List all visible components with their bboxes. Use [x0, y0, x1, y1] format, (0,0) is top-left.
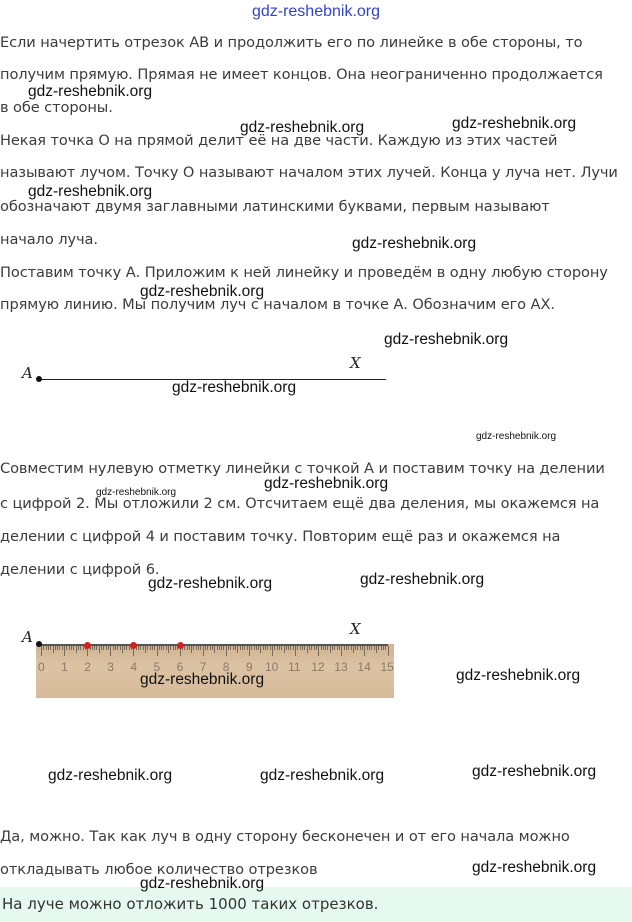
ruler-tick: [66, 646, 67, 650]
ruler-tick: [244, 646, 245, 650]
ruler-tick: [274, 646, 275, 650]
ruler-tick: [260, 646, 261, 653]
ruler-tick: [41, 646, 42, 656]
ruler-tick: [53, 646, 54, 653]
ruler-tick: [71, 646, 72, 650]
watermark: gdz-reshebnik.org: [360, 571, 485, 588]
ruler-tick-label: 5: [153, 660, 161, 674]
ruler-tick: [110, 646, 111, 656]
ruler-tick-label: 2: [84, 660, 91, 674]
ruler-tick: [321, 646, 322, 650]
ruler-tick: [258, 646, 259, 650]
ruler-tick: [272, 646, 273, 656]
ruler-tick: [96, 646, 97, 650]
ruler-tick: [385, 646, 386, 650]
ruler-tick-label: 0: [38, 660, 45, 674]
ruler-tick: [115, 646, 116, 650]
paragraph-line: Если начертить отрезок АВ и продолжить его по линейке в обе стороны, то: [0, 34, 583, 51]
ruler-tick: [170, 646, 171, 650]
ruler-tick: [265, 646, 266, 650]
ruler-tick: [120, 646, 121, 650]
paragraph-line: делении с цифрой 6.: [0, 561, 160, 578]
ruler-tick: [46, 646, 47, 650]
ruler-tick: [140, 646, 141, 650]
ruler-tick: [240, 646, 241, 650]
ruler-tick: [187, 646, 188, 650]
ruler-tick-label: 9: [245, 660, 253, 674]
ruler-tick: [101, 646, 102, 650]
ruler-tick: [284, 646, 285, 653]
ruler-tick: [161, 646, 162, 650]
watermark: gdz-reshebnik.org: [148, 575, 273, 592]
ruler-tick: [378, 646, 379, 650]
ruler-tick: [62, 646, 63, 650]
watermark: gdz-reshebnik.org: [172, 379, 297, 396]
ruler-tick: [383, 646, 384, 650]
ruler-tick: [323, 646, 324, 650]
ruler-tick: [316, 646, 317, 650]
watermark: gdz-reshebnik.org: [476, 431, 557, 442]
ruler-tick: [314, 646, 315, 650]
ruler-tick: [270, 646, 271, 650]
ruler-tick: [337, 646, 338, 650]
ruler-tick: [281, 646, 282, 650]
answer-text: На луче можно отложить 1000 таких отрезков.: [2, 895, 379, 913]
ruler-tick: [277, 646, 278, 650]
paragraph-line: с цифрой 2. Мы отложили 2 см. Отсчитаем ещё два деления, мы окажемся на: [0, 495, 600, 512]
ruler-tick: [242, 646, 243, 650]
ruler-tick-label: 7: [199, 660, 207, 674]
ruler-tick: [73, 646, 74, 650]
ruler-tick: [226, 646, 227, 656]
ruler-tick: [106, 646, 107, 650]
ruler-tick: [175, 646, 176, 650]
paragraph-line: начало луча.: [0, 231, 98, 248]
watermark: gdz-reshebnik.org: [140, 875, 265, 892]
ruler-tick: [348, 646, 349, 650]
paragraph-line: Совместим нулевую отметку линейки с точкой А и поставим точку на делении: [0, 460, 605, 477]
watermark: gdz-reshebnik.org: [96, 487, 177, 498]
ruler-tick: [367, 646, 368, 650]
ruler-tick: [371, 646, 372, 650]
ruler-tick: [295, 646, 296, 656]
ruler-tick: [203, 646, 204, 656]
watermark: gdz-reshebnik.org: [456, 667, 581, 684]
ruler-tick: [217, 646, 218, 650]
ruler-tick: [304, 646, 305, 650]
point-x-label: X: [350, 620, 361, 638]
ruler-tick: [288, 646, 289, 650]
ruler-tick: [117, 646, 118, 650]
ruler-tick: [256, 646, 257, 650]
ruler-tick: [330, 646, 331, 653]
ruler-tick: [189, 646, 190, 650]
ruler-tick: [210, 646, 211, 650]
paragraph-line: Некая точка О на прямой делит её на две части. Каждую из этих частей: [0, 132, 558, 149]
ruler-tick: [50, 646, 51, 650]
ruler-tick-label: 12: [311, 660, 325, 674]
ruler-tick: [297, 646, 298, 650]
ruler-tick: [251, 646, 252, 650]
ruler-tick-label: 8: [222, 660, 230, 674]
ruler-tick: [69, 646, 70, 650]
ruler-tick: [173, 646, 174, 650]
ruler-tick: [374, 646, 375, 650]
ruler-tick: [247, 646, 248, 650]
ruler-tick: [263, 646, 264, 650]
ruler-tick: [124, 646, 125, 650]
ruler-tick: [237, 646, 238, 653]
ruler-tick: [113, 646, 114, 650]
ruler-tick: [309, 646, 310, 650]
ruler-tick: [214, 646, 215, 653]
watermark: gdz-reshebnik.org: [28, 83, 153, 100]
ruler-tick: [147, 646, 148, 650]
ruler-tick: [207, 646, 208, 650]
ruler-tick: [78, 646, 79, 650]
paragraph-line: откладывать любое количество отрезков: [0, 861, 318, 878]
ruler-tick: [150, 646, 151, 650]
ruler-tick-label: 6: [176, 660, 184, 674]
ruler-tick: [143, 646, 144, 650]
ruler-tick: [235, 646, 236, 650]
ruler-tick: [168, 646, 169, 653]
ruler-tick: [230, 646, 231, 650]
ruler-tick: [200, 646, 201, 650]
ruler-tick: [145, 646, 146, 653]
ruler-tick: [376, 646, 377, 653]
watermark: gdz-reshebnik.org: [140, 283, 265, 300]
ruler-tick: [94, 646, 95, 650]
ruler-tick: [152, 646, 153, 650]
ruler-tick-label: 14: [357, 660, 371, 674]
ruler-tick: [191, 646, 192, 653]
paragraph-line: Да, можно. Так как луч в одну сторону бесконечен и от его начала можно: [0, 828, 570, 845]
ruler-tick: [57, 646, 58, 650]
ruler-tick: [138, 646, 139, 650]
ruler-tick: [205, 646, 206, 650]
ruler-tick: [267, 646, 268, 650]
watermark: gdz-reshebnik.org: [240, 119, 365, 136]
ruler-tick: [381, 646, 382, 650]
ruler-tick: [369, 646, 370, 650]
ruler-tick: [228, 646, 229, 650]
ruler-tick: [318, 646, 319, 656]
paragraph-line: в обе стороны.: [0, 99, 113, 116]
ruler-tick: [76, 646, 77, 653]
ruler-tick: [353, 646, 354, 653]
ruler-tick: [157, 646, 158, 656]
ruler-tick: [233, 646, 234, 650]
ruler-tick: [325, 646, 326, 650]
point-a-label: A: [22, 628, 33, 646]
watermark: gdz-reshebnik.org: [140, 671, 265, 688]
point-a-label: A: [22, 364, 33, 382]
ruler-tick-label: 4: [130, 660, 138, 674]
paragraph-line: Поставим точку А. Приложим к ней линейку и проведём в одну любую сторону: [0, 264, 608, 281]
ruler-tick: [388, 646, 389, 656]
ruler-tick: [307, 646, 308, 653]
ruler-tick-label: 10: [265, 660, 279, 674]
ruler-tick: [254, 646, 255, 650]
ruler-tick: [166, 646, 167, 650]
ruler-tick: [334, 646, 335, 650]
ruler-tick: [346, 646, 347, 650]
site-header-link[interactable]: gdz-reshebnik.org: [251, 3, 381, 20]
ruler-tick: [108, 646, 109, 650]
ruler-tick: [221, 646, 222, 650]
ray-start-point: [36, 376, 42, 382]
ruler-tick: [311, 646, 312, 650]
ruler-tick: [48, 646, 49, 650]
ruler-tick: [126, 646, 127, 650]
ruler-tick: [360, 646, 361, 650]
ruler-tick: [122, 646, 123, 653]
ruler-tick: [198, 646, 199, 650]
ruler-tick: [362, 646, 363, 650]
ruler-tick: [300, 646, 301, 650]
ruler-tick: [364, 646, 365, 656]
ruler-tick: [332, 646, 333, 650]
ruler-tick: [43, 646, 44, 650]
ruler-tick-label: 1: [61, 660, 68, 674]
ruler-tick: [339, 646, 340, 650]
ruler-tick: [59, 646, 60, 650]
ruler-tick: [249, 646, 250, 656]
ruler-tick: [327, 646, 328, 650]
ruler-tick: [184, 646, 185, 650]
ruler-tick: [351, 646, 352, 650]
ruler-tick: [286, 646, 287, 650]
watermark: gdz-reshebnik.org: [452, 115, 577, 132]
watermark: gdz-reshebnik.org: [472, 859, 597, 876]
paragraph-line: получим прямую. Прямая не имеет концов. Она неограниченно продолжается: [0, 66, 603, 83]
ruler-tick: [341, 646, 342, 656]
watermark: gdz-reshebnik.org: [28, 183, 153, 200]
paragraph-line: называют лучом. Точку О называют началом этих лучей. Конца у луча нет. Лучи: [0, 164, 618, 181]
ruler-tick: [279, 646, 280, 650]
ruler-tick: [223, 646, 224, 650]
watermark: gdz-reshebnik.org: [384, 331, 509, 348]
point-x-label: X: [350, 354, 361, 372]
watermark: gdz-reshebnik.org: [260, 767, 385, 784]
ruler-tick: [344, 646, 345, 650]
paragraph-line: прямую линию. Мы получим луч с началом в точке А. Обозначим его АХ.: [0, 296, 555, 313]
ruler-tick: [219, 646, 220, 650]
ruler-tick: [302, 646, 303, 650]
ruler-tick: [103, 646, 104, 650]
ruler-tick: [92, 646, 93, 650]
marked-point: [177, 642, 184, 649]
ruler-tick: [154, 646, 155, 650]
watermark: gdz-reshebnik.org: [352, 235, 477, 252]
ruler-tick: [99, 646, 100, 653]
ruler-tick-label: 3: [107, 660, 114, 674]
ruler-tick: [212, 646, 213, 650]
watermark: gdz-reshebnik.org: [472, 763, 597, 780]
ruler-tick: [163, 646, 164, 650]
ruler-tick: [355, 646, 356, 650]
answer-box: [0, 887, 632, 922]
ruler-tick: [64, 646, 65, 656]
paragraph-line: делении с цифрой 4 и поставим точку. Повторим ещё раз и окажемся на: [0, 528, 561, 545]
ruler-tick: [357, 646, 358, 650]
ruler-tick-label: 13: [334, 660, 348, 674]
watermark: gdz-reshebnik.org: [264, 475, 389, 492]
ruler-tick: [80, 646, 81, 650]
watermark: gdz-reshebnik.org: [48, 767, 173, 784]
ruler-tick: [193, 646, 194, 650]
ruler-tick: [55, 646, 56, 650]
ruler-tick-label: 11: [288, 660, 301, 674]
ruler-tick: [293, 646, 294, 650]
paragraph-line: обозначают двумя заглавными латинскими буквами, первым называют: [0, 198, 550, 215]
ruler-tick: [196, 646, 197, 650]
ruler-tick: [290, 646, 291, 650]
ruler-tick-label: 15: [380, 660, 394, 674]
ruler-tick: [159, 646, 160, 650]
